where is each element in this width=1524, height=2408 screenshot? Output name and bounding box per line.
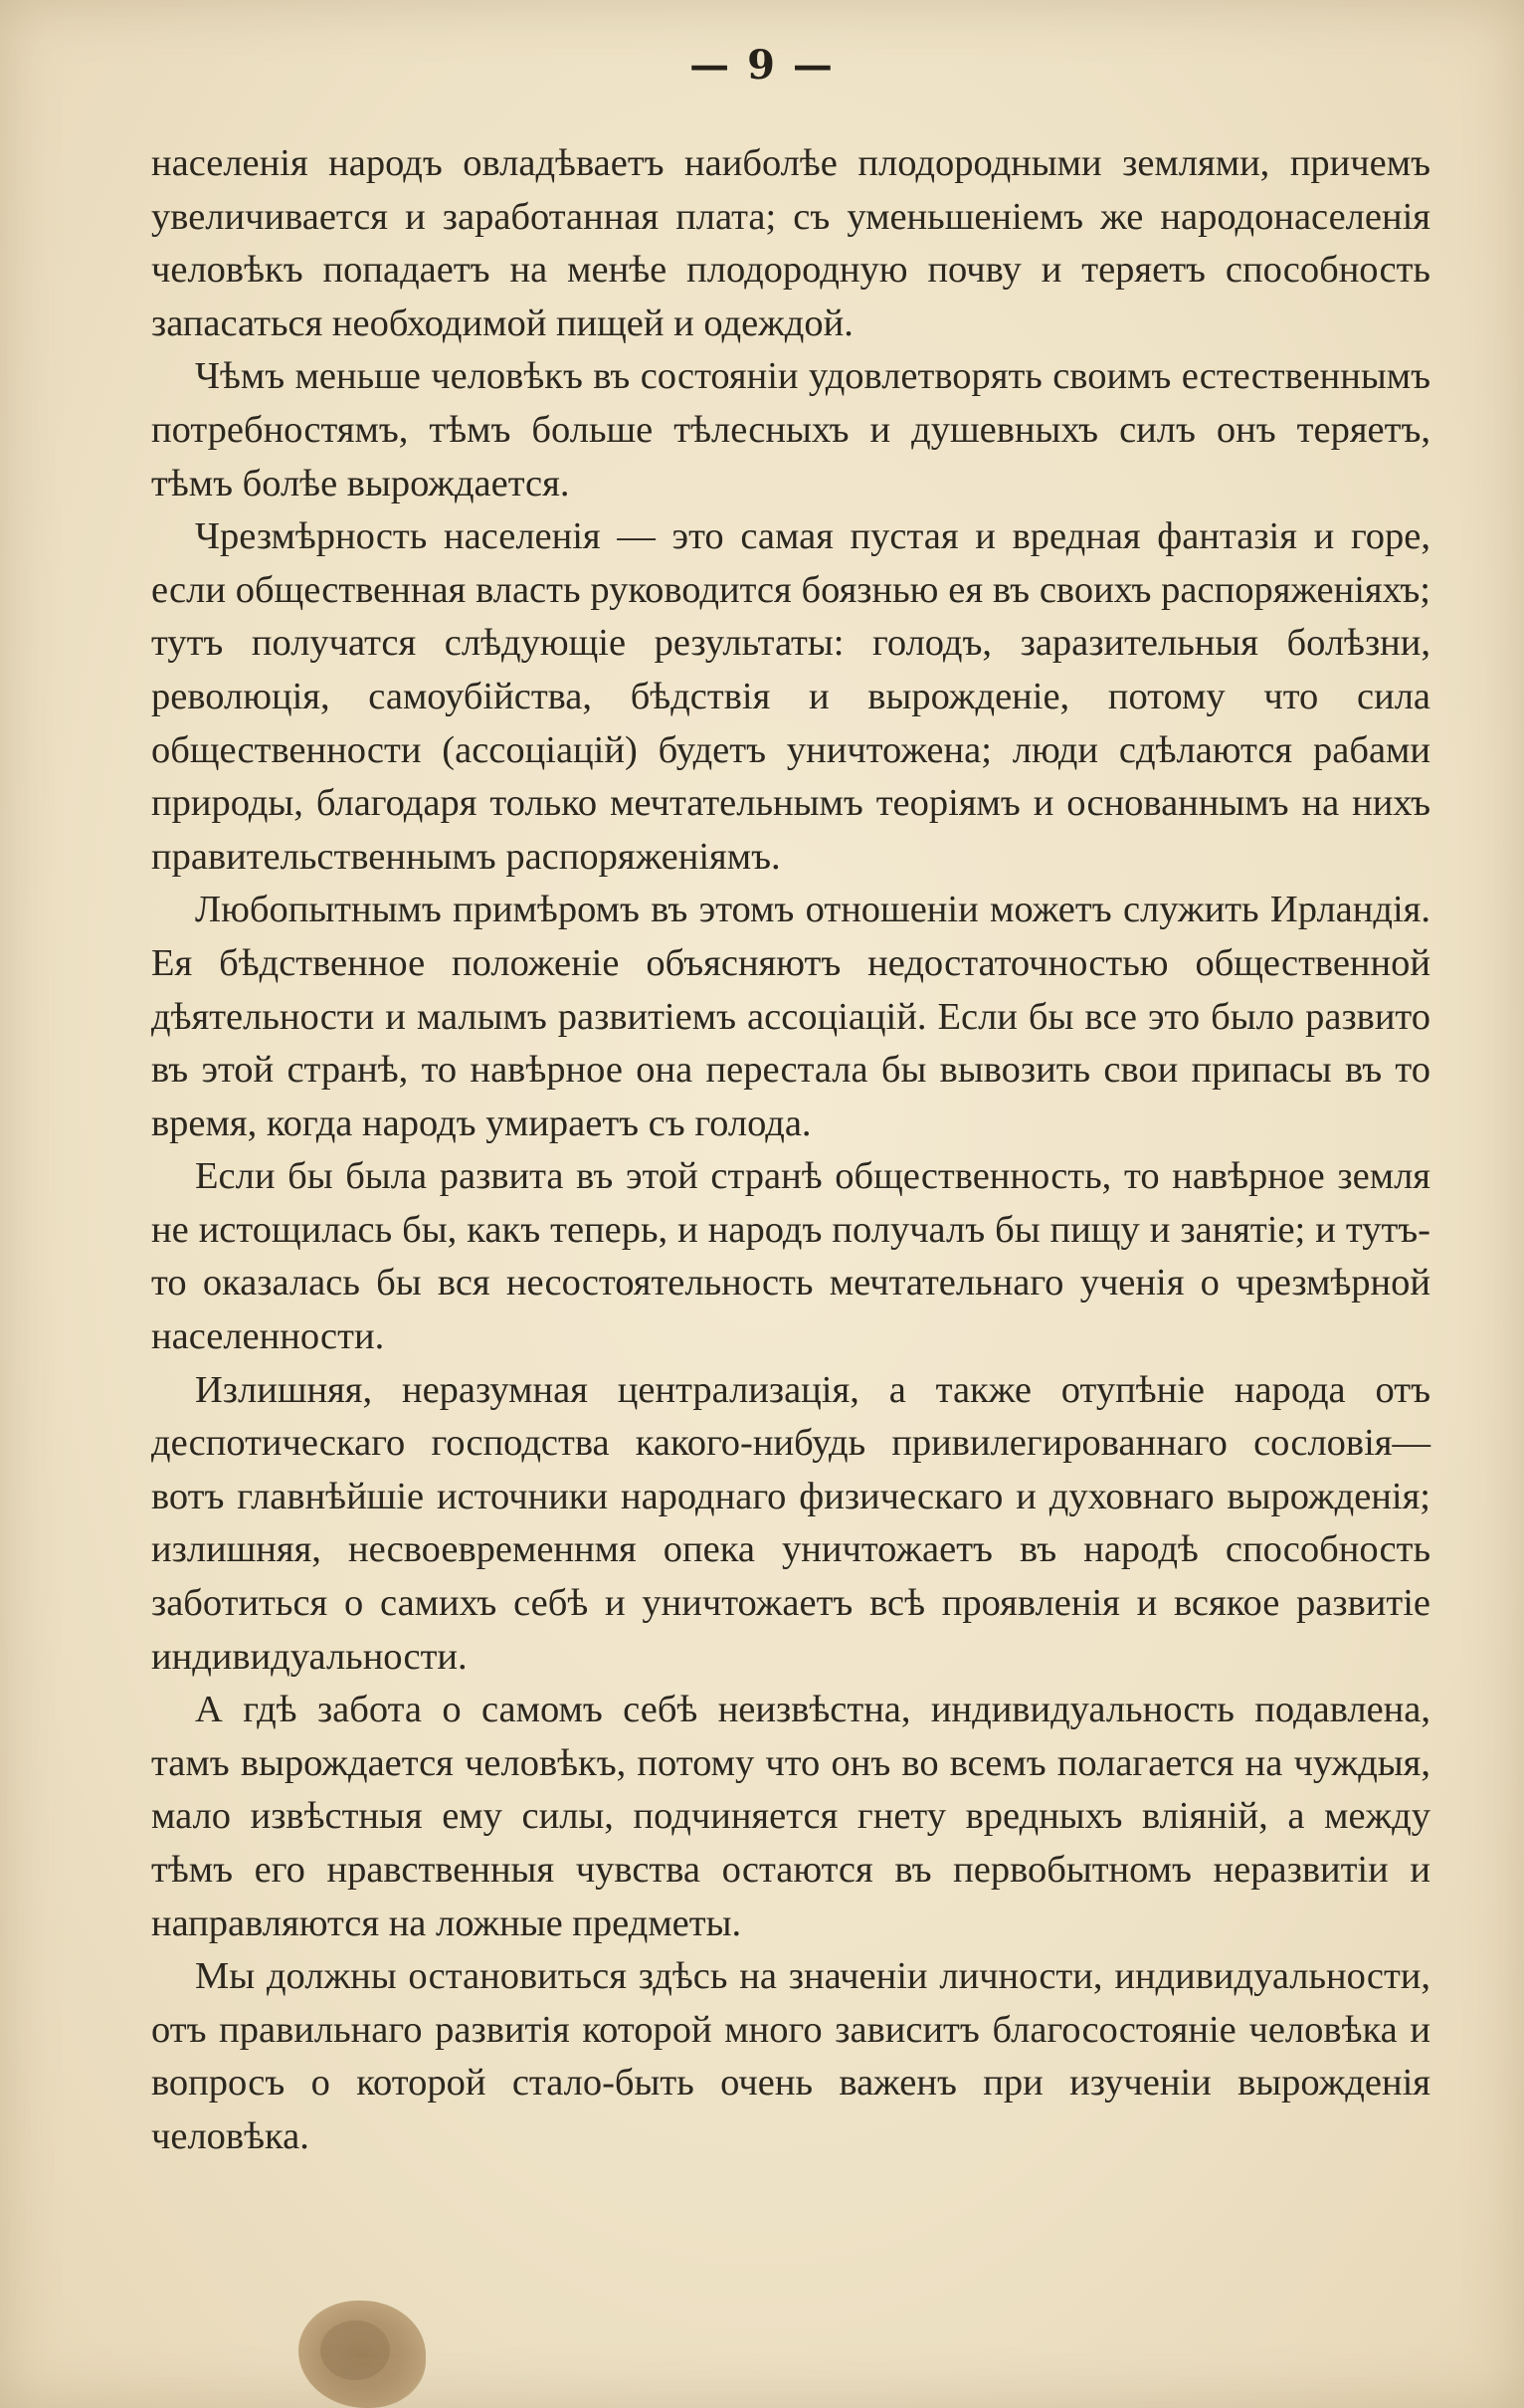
paragraph-8: Мы должны остановиться здѣсь на значеніи личности, индивидуальности, отъ правильнаго развитія которой много зависитъ благосостояніе человѣка и вопросъ о которой стало-быть очень важенъ при изученіи вырожденія человѣка.	[151, 1955, 1430, 2157]
paper-stain	[298, 2301, 426, 2408]
paragraph-1: населенія народъ овладѣваетъ наиболѣе плодородными землями, причемъ увеличивается и заработанная плата; съ уменьшеніемъ же народонаселенія человѣкъ попадаетъ на менѣе плодородную почву и теряетъ способность запасаться необходимой пищей и одеждой.	[151, 142, 1430, 344]
paper-stain-core	[320, 2320, 390, 2380]
paragraph-5: Если бы была развита въ этой странѣ общественность, то навѣрное земля не истощилась бы, какъ теперь, и народъ получалъ бы пищу и занятіе; и тутъ-то оказалась бы вся несостоятельность мечтательнаго ученія о чрезмѣрной населенности.	[151, 1155, 1430, 1358]
page-number: — 9 —	[689, 42, 835, 89]
text-body	[151, 137, 1430, 2164]
paragraph-4: Любопытнымъ примѣромъ въ этомъ отношеніи можетъ служить Ирландія. Ея бѣдственное положеніе объясняютъ недостаточностью общественной дѣятельности и малымъ развитіемъ ассоціацій. Если бы все это было развито въ этой странѣ, то навѣрное она перестала бы вывозить свои припасы въ то время, когда народъ умираетъ съ голода.	[151, 889, 1430, 1144]
paragraph-6: Излишняя, неразумная централизація, а также отупѣніе народа отъ деспотическаго господства какого-нибудь привилегированнаго сословія—вотъ главнѣйшіе источники народнаго физическаго и духовнаго вырожденія; излишняя, несвоевременнмя опека уничтожаетъ въ народѣ способность заботиться о самихъ себѣ и уничтожаетъ всѣ проявленія и всякое развитіе индивидуальности.	[151, 1368, 1430, 1678]
paragraph-7: А гдѣ забота о самомъ себѣ неизвѣстна, индивидуальность подавлена, тамъ вырождается человѣкъ, потому что онъ во всемъ полагается на чуждыя, мало извѣстныя ему силы, подчиняется гнету вредныхъ вліяній, а между тѣмъ его нравственныя чувства остаются въ первобытномъ неразвитіи и направляются на ложные предметы.	[151, 1689, 1430, 1944]
paragraph-2: Чѣмъ меньше человѣкъ въ состояніи удовлетворять своимъ естественнымъ потребностямъ, тѣмъ больше тѣлесныхъ и душевныхъ силъ онъ теряетъ, тѣмъ болѣе вырождается.	[151, 355, 1430, 504]
paragraph-3: Чрезмѣрность населенія — это самая пустая и вредная фантазія и горе, если общественная власть руководится боязнью ея въ своихъ распоряженіяхъ; тутъ получатся слѣдующіе результаты: голодъ, заразительныя болѣзни, революція, самоубійства, бѣдствія и вырожденіе, потому что сила общественности (ассоціацій) будетъ уничтожена; люди сдѣлаются рабами природы, благодаря только мечтательнымъ теоріямъ и основаннымъ на нихъ правительственнымъ распоряженіямъ.	[151, 515, 1430, 878]
